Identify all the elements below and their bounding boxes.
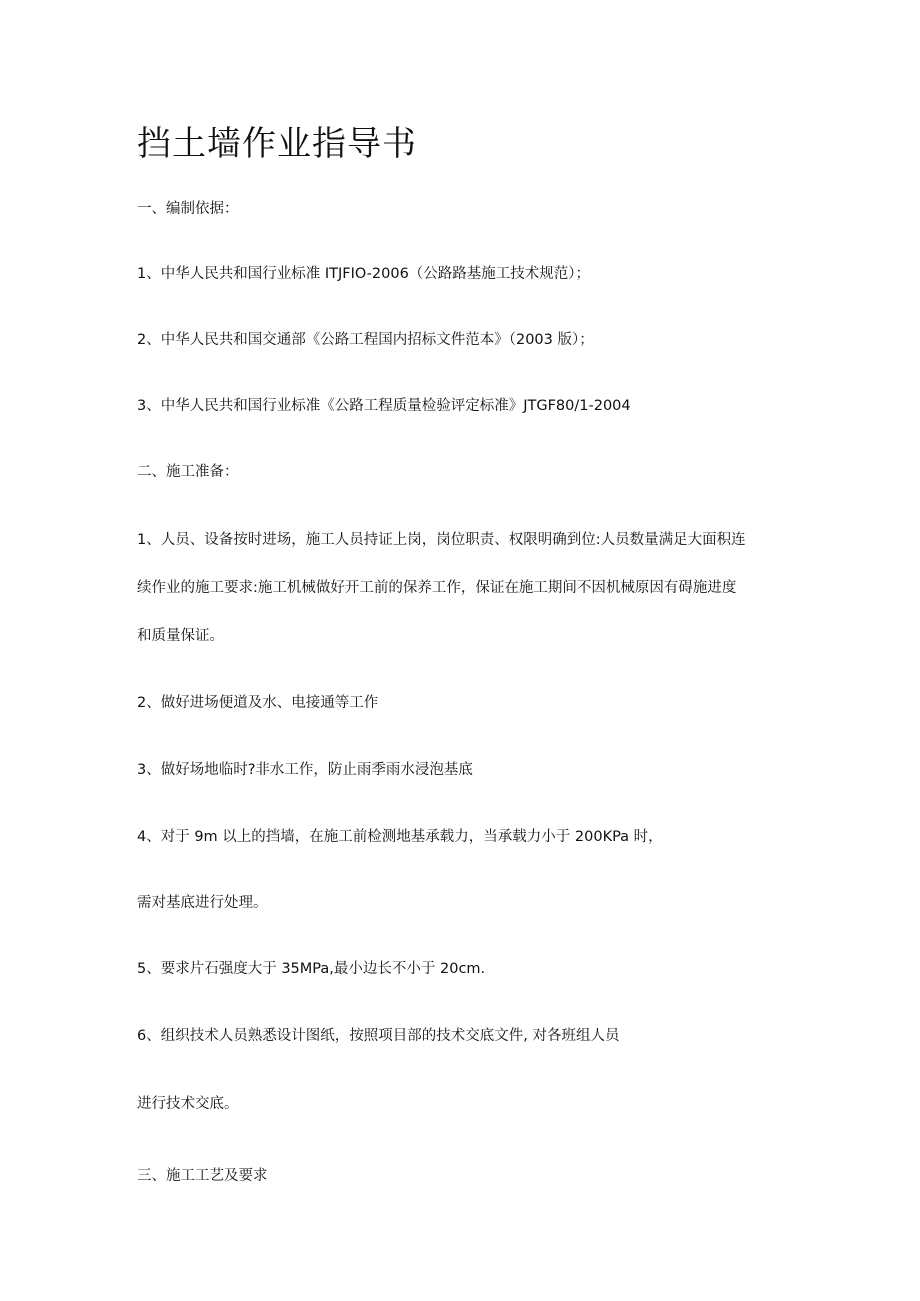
preparation-item-1-line-2: 续作业的施工要求:施工机械做好开工前的保养工作，保证在施工期间不因机械原因有碍施进度	[137, 580, 737, 596]
preparation-item-1-line-3: 和质量保证。	[137, 628, 224, 644]
section-heading-process: 三、施工工艺及要求	[137, 1168, 268, 1184]
basis-item-2: 2、中华人民共和国交通部《公路工程国内招标文件范本》（2003 版）；	[137, 332, 594, 348]
preparation-item-4-line-1: 4、对于 9m 以上的挡墙，在施工前检测地基承载力，当承载力小于 200KPa 时，	[137, 829, 663, 845]
section-heading-preparation: 二、施工准备：	[137, 464, 239, 480]
document-title: 挡土墙作业指导书	[137, 124, 417, 164]
basis-item-1: 1、中华人民共和国行业标准 ITJFIO-2006（公路路基施工技术规范）；	[137, 266, 591, 282]
preparation-item-6-line-1: 6、组织技术人员熟悉设计图纸，按照项目部的技术交底文件, 对各班组人员	[137, 1028, 620, 1044]
section-heading-basis: 一、编制依据：	[137, 201, 239, 217]
preparation-item-3: 3、做好场地临时?非水工作，防止雨季雨水浸泡基底	[137, 762, 473, 778]
preparation-item-1-line-1: 1、人员、设备按时进场，施工人员持证上岗，岗位职责、权限明确到位:人员数量满足大面积连	[137, 532, 746, 548]
preparation-item-4-line-2: 需对基底进行处理。	[137, 895, 268, 911]
preparation-item-6-line-2: 进行技术交底。	[137, 1096, 239, 1112]
preparation-item-2: 2、做好进场便道及水、电接通等工作	[137, 695, 379, 711]
basis-item-3: 3、中华人民共和国行业标准《公路工程质量检验评定标准》JTGF80/1-2004	[137, 398, 631, 414]
preparation-item-5: 5、要求片石强度大于 35MPa,最小边长不小于 20cm.	[137, 961, 486, 977]
